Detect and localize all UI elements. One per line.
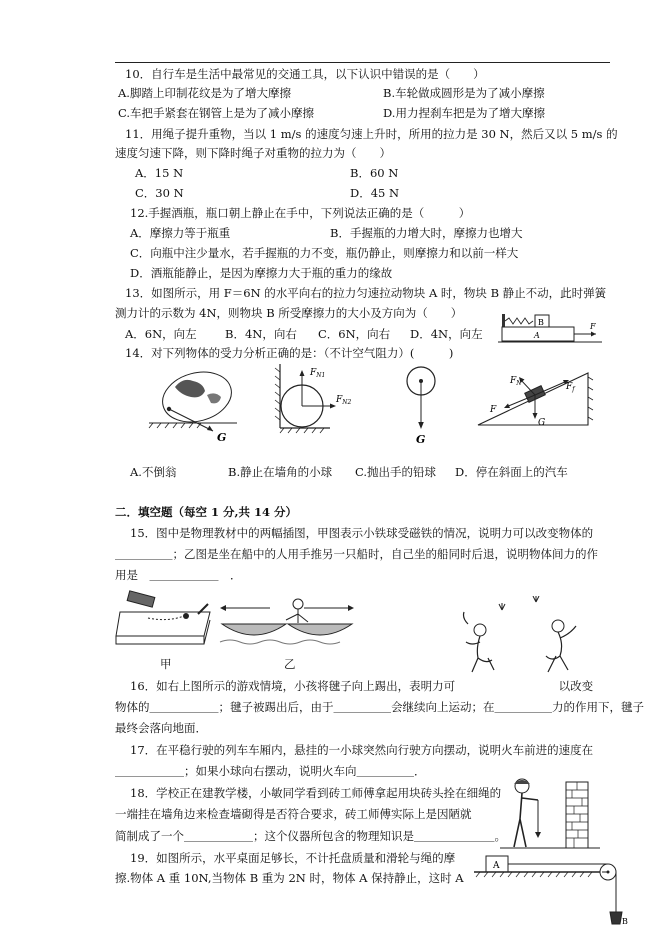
tumbler-label-g: G [217, 431, 227, 444]
q10-option-d: D.用力捏刹车把是为了增大摩擦 [383, 106, 545, 120]
q13-option-a: A．6N，向左 [125, 327, 197, 341]
child-left-head [474, 624, 486, 636]
slope-hatch [588, 377, 593, 420]
q14-figure-a-tumbler [145, 365, 245, 447]
q12-option-b: B．手握瓶的力增大时，摩擦力也增大 [330, 226, 523, 240]
q11-stem-line1: 11．用绳子提升重物，当以 1 m/s 的速度匀速上升时，所用的拉力是 30 N，然后又以 5 m/s 的 [125, 127, 618, 141]
q15-label-jia: 甲 [160, 657, 172, 671]
q13-label-a: A [534, 331, 540, 340]
q19-figure-pulley [472, 848, 630, 934]
q15-line2: ＿＿＿＿＿；乙图是坐在船中的人用手推另一只船时，自己坐的船同时后退，说明物体间力的作 [115, 547, 598, 561]
tumbler-hatch [149, 423, 201, 428]
q14-figure-c-shotput [397, 365, 449, 447]
label-f: F [490, 405, 497, 415]
q10-option-b: B.车轮做成圆形是为了减小摩擦 [383, 86, 545, 100]
plumb-bob [535, 832, 541, 838]
q13-option-b: B．4N，向右 [225, 327, 297, 341]
q12-stem: 12.手握酒瓶，瓶口朝上静止在手中，下列说法正确的是（ ） [130, 206, 471, 220]
q18-line1: 18．学校正在建教学楼，小敏同学看到砖工师傅拿起用块砖头拴在细绳的 [130, 786, 502, 800]
q13-arrowhead [591, 332, 596, 337]
q13-stem-line2: 测力计的示数为 4N，则物块 B 所受摩擦力的大小及方向为（ ） [115, 306, 463, 320]
q15-line1: 15．图中是物理教材中的两幅插图，甲图表示小铁球受磁铁的情况，说明力可以改变物体的 [130, 526, 594, 540]
label-g: G [538, 418, 546, 428]
q13-option-c: C．6N，向右 [318, 327, 391, 341]
q13-figure [498, 308, 604, 350]
q16-line1: 16．如右上图所示的游戏情境，小孩将毽子向上踢出，表明力可 以改变 [130, 679, 594, 693]
q13-spring-scale [505, 318, 533, 324]
shotput-arrowhead [418, 422, 424, 429]
yi-person-body [286, 609, 308, 623]
ball-wall-hatch [275, 368, 280, 420]
yi-person-head [293, 599, 303, 609]
q14-option-c: C.抛出手的铅球 [355, 465, 437, 479]
jia-ball [183, 613, 189, 619]
child-left-body [464, 612, 495, 672]
q13-label-f: F [590, 322, 596, 331]
q18-figure-plumb [500, 776, 604, 852]
label-fn: $F_N$ [510, 376, 522, 387]
q19-label-a: A [493, 861, 500, 871]
top-rule [115, 62, 610, 63]
q11-option-a: A．15 N [135, 166, 184, 180]
q19-line2: 擦.物体 A 重 10N,当物体 B 重为 2N 时，物体 A 保持静止，这时 A [115, 871, 464, 885]
q14-stem: 14．对下列物体的受力分析正确的是：（不计空气阻力）( ) [125, 346, 454, 360]
q18-line3: 简制成了一个＿＿＿＿＿＿；这个仪器所包含的物理知识是＿＿＿＿＿＿＿。 [115, 829, 506, 843]
q13-wall [502, 314, 505, 328]
shuttlecock-left [499, 603, 505, 610]
q11-option-d: D．45 N [350, 186, 400, 200]
q16-figure-shuttlecock [450, 596, 600, 680]
worker-body [514, 793, 538, 847]
ball-label-fn1: $F_{N1}$ [310, 368, 326, 379]
yi-water [220, 640, 340, 644]
q10-stem: 10．自行车是生活中最常见的交通工具，以下认识中错误的是（ ） [125, 67, 485, 81]
q19-line1: 19．如图所示，水平桌面足够长，不计托盘质量和滑轮与绳的摩 [130, 851, 456, 865]
q14-figure-b-ball [272, 362, 364, 434]
q10-option-c: C.车把手紧套在钢管上是为了减小摩擦 [118, 106, 315, 120]
q12-option-d: D．酒瓶能静止，是因为摩擦力大于瓶的重力的缘故 [130, 266, 393, 280]
q11-stem-line2: 速度匀速下降，则下降时绳子对重物的拉力为（ ） [115, 146, 391, 160]
q19-block-b [610, 912, 622, 924]
q19-label-b: B [622, 917, 628, 926]
q14-figure-d-car-on-slope [476, 365, 606, 435]
q14-option-a: A.不倒翁 [130, 465, 177, 479]
q15-figure-yi [218, 592, 356, 654]
yi-arrowhead-right [348, 605, 354, 611]
q18-line2: 一端挂在墙角边来检查墙砌得是否符合要求，砖工师傅实际上是因陋就 [115, 807, 472, 821]
q13-stem-line1: 13．如图所示，用 F＝6N 的水平向右的拉力匀速拉动物块 A 时，物块 B 静止不动，此时弹簧 [125, 286, 607, 300]
q14-option-b: B.静止在墙角的小球 [228, 465, 333, 479]
shuttlecock-right [533, 596, 539, 602]
q11-option-b: B．60 N [350, 166, 399, 180]
section-2-title: 二．填空题（每空 1 分,共 14 分） [115, 505, 298, 519]
shotput-label-g: G [416, 433, 426, 446]
q15-label-yi: 乙 [284, 657, 296, 671]
q13-option-d: D．4N，向左 [410, 327, 483, 341]
q17-line2: ＿＿＿＿＿＿；如果小球向右摆动，说明火车向＿＿＿＿＿． [115, 764, 426, 778]
q10-option-a: A.脚踏上印制花纹是为了增大摩擦 [118, 86, 291, 100]
jia-table-top [116, 612, 210, 636]
ball-fn1-arrowhead [300, 370, 305, 376]
child-right-body [546, 626, 576, 672]
ball-label-fn2: $F_{N2}$ [336, 395, 352, 406]
q12-option-a: A．摩擦力等于瓶重 [130, 226, 231, 240]
yi-boat-right [288, 624, 352, 635]
q15-figure-jia [114, 590, 214, 652]
q14-option-d: D．停在斜面上的汽车 [455, 465, 568, 479]
q12-option-c: C．向瓶中注少量水，若手握瓶的力不变，瓶仍静止，则摩擦力和以前一样大 [130, 246, 519, 260]
q19-table-hatch [476, 872, 592, 877]
q15-line3: 用是 ＿＿＿＿＿＿ ． [115, 568, 242, 582]
ball-floor-hatch [280, 428, 324, 433]
q16-line2: 物体的＿＿＿＿＿＿；毽子被踢出后，由于＿＿＿＿＿会继续向上运动；在＿＿＿＿＿力的作用下，毽子 [115, 700, 644, 714]
q17-line1: 17．在平稳行驶的列车车厢内，悬挂的一小球突然向行驶方向摆动，说明火车前进的速度在 [130, 743, 594, 757]
child-right-head [552, 620, 564, 632]
label-ff: $F_f$ [566, 382, 575, 393]
yi-boat-left [222, 624, 286, 635]
brick-wall [566, 782, 588, 848]
yi-arrowhead-left [220, 605, 226, 611]
q16-line3: 最终会落向地面． [115, 721, 207, 735]
q11-option-c: C．30 N [135, 186, 184, 200]
jia-magnet [127, 591, 155, 607]
q13-label-b: B [538, 318, 544, 327]
worker-helmet [514, 780, 530, 784]
g-arrowhead [533, 413, 538, 419]
